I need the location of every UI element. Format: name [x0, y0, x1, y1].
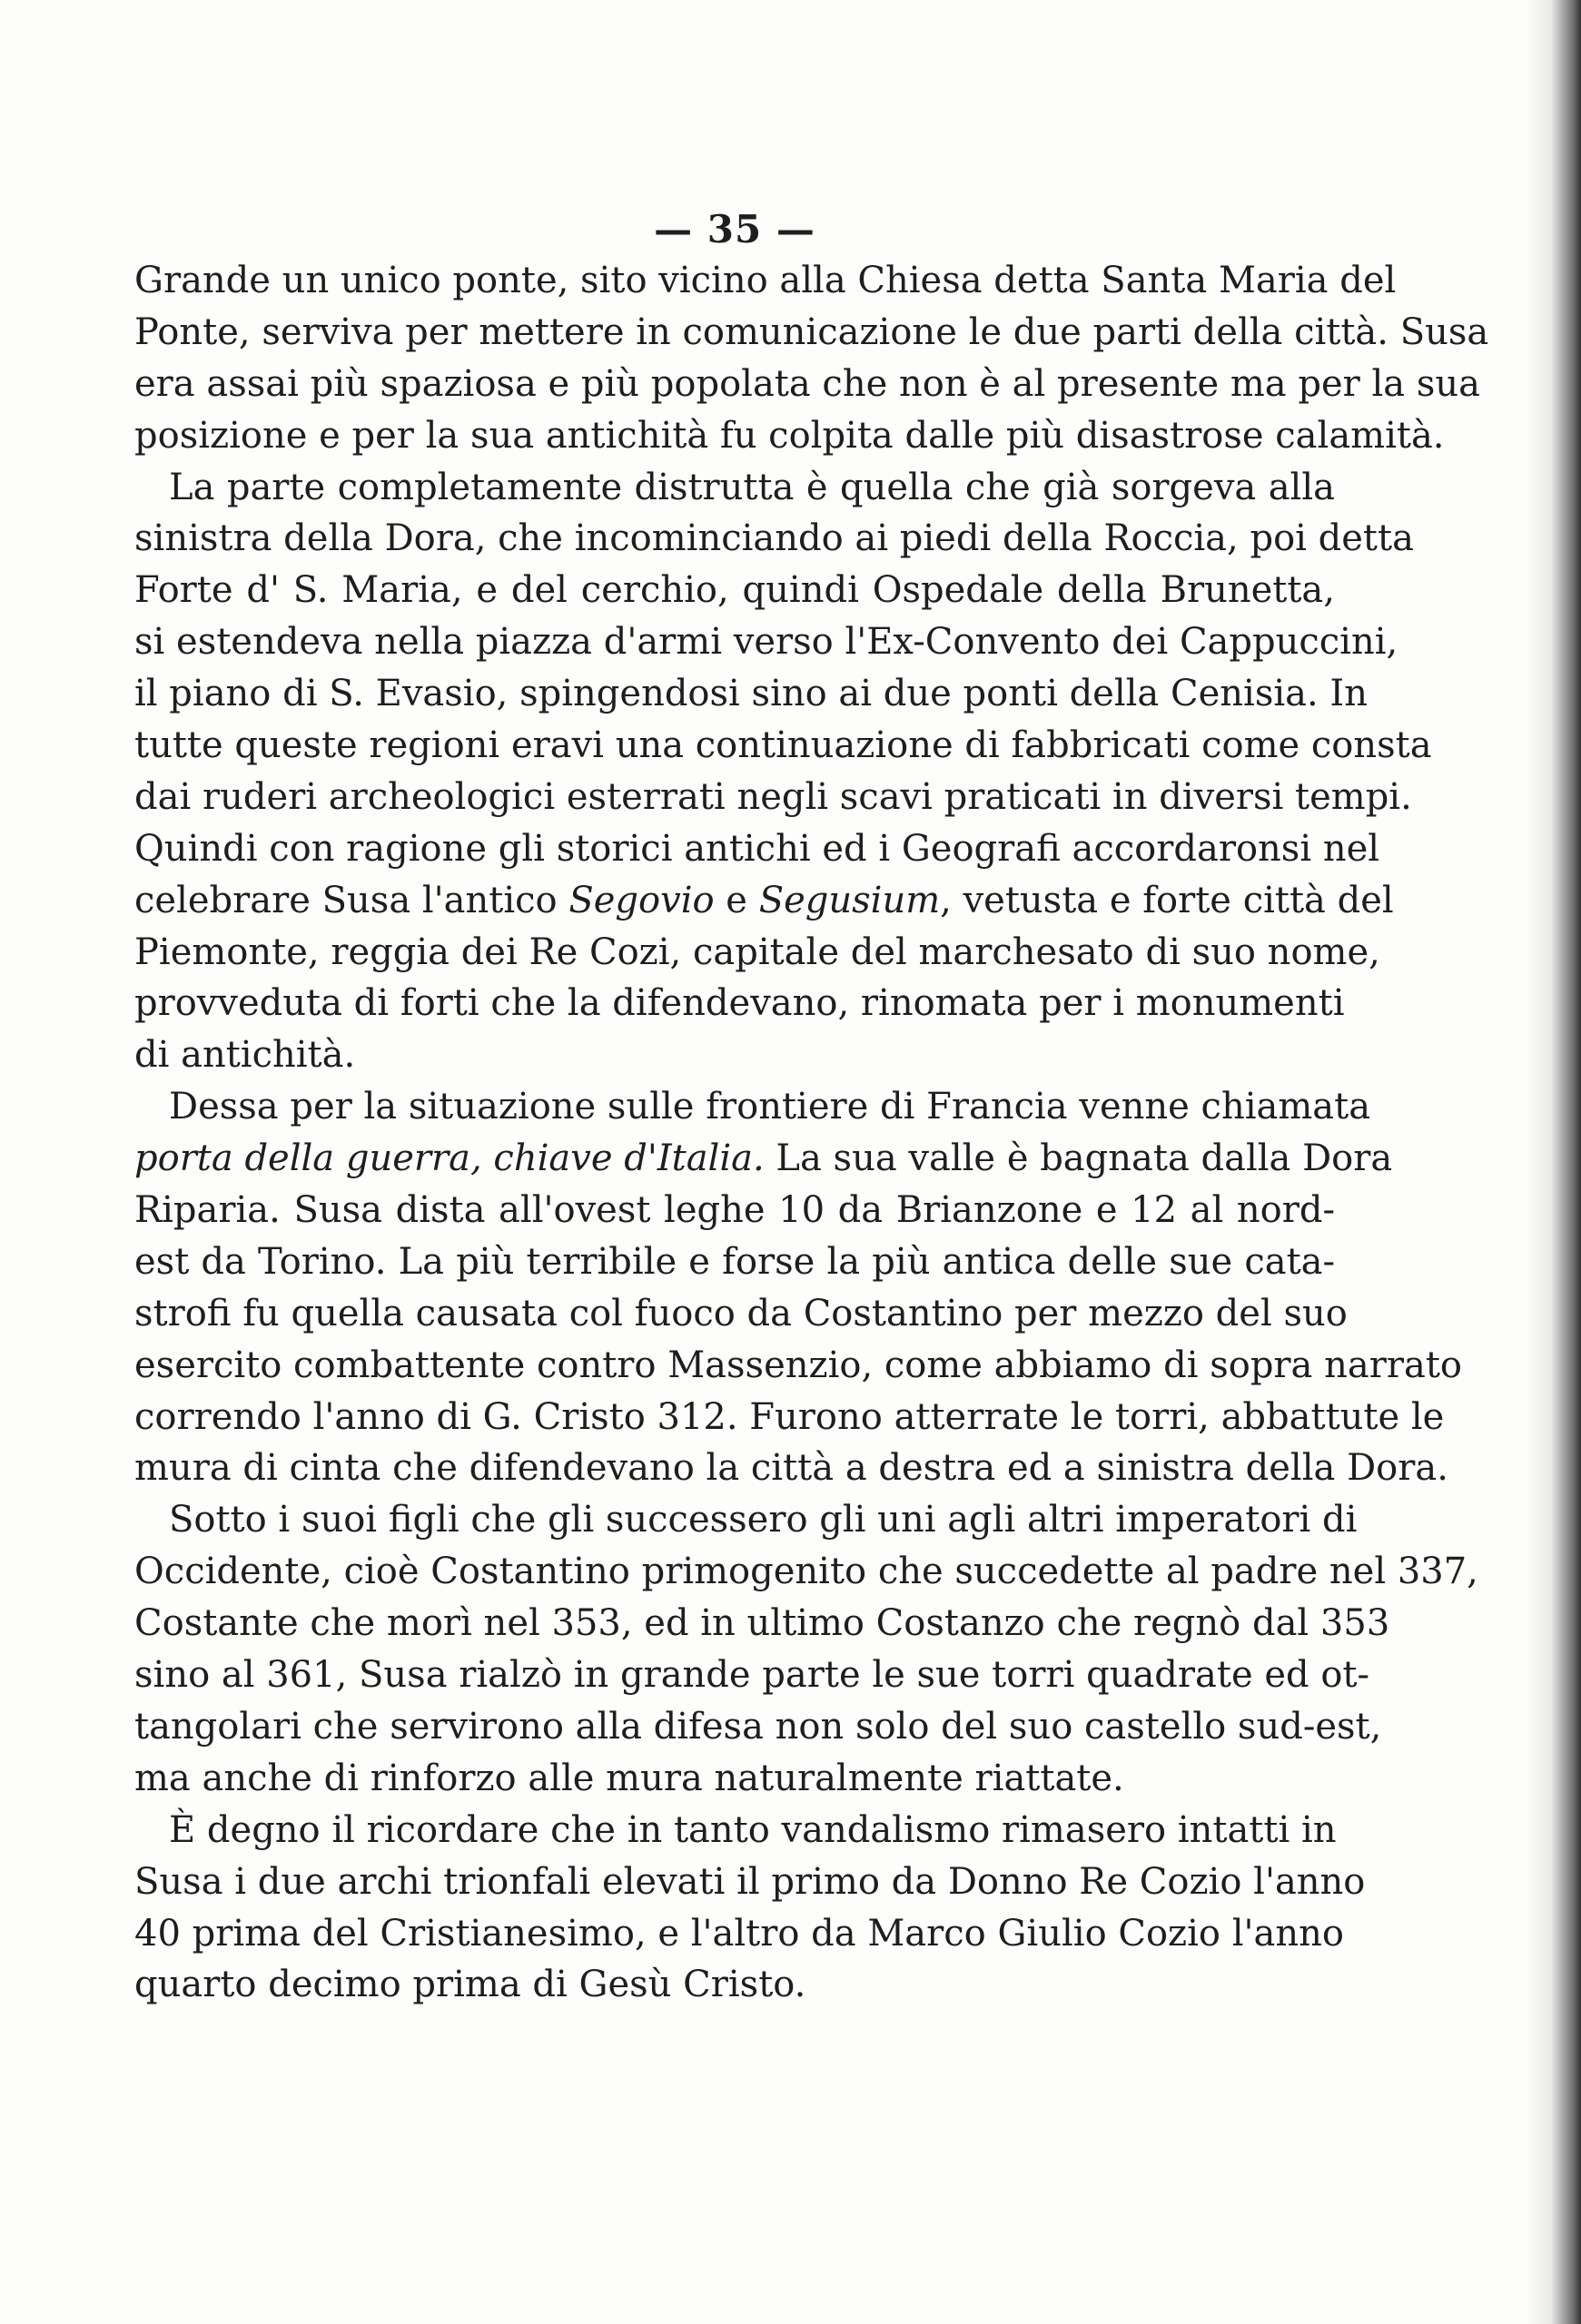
text-line: Piemonte, reggia dei Re Cozi, capitale del marchesato di suo nome,: [134, 931, 1380, 973]
page-number: — 35 —: [654, 207, 815, 251]
text-line: mura di cinta che difendevano la città a destra ed a sinistra della Dora.: [134, 1447, 1448, 1490]
text-line: esercito combattente contro Massenzio, come abbiamo di sopra narrato: [134, 1344, 1462, 1386]
text-line: celebrare Susa l'antico Segovio e Segusium, vetusta e forte città del: [134, 879, 1394, 921]
text-line: il piano di S. Evasio, spingendosi sino ai due ponti della Cenisia. In: [134, 673, 1368, 715]
text-line: sino al 361, Susa rialzò in grande parte le sue torri quadrate ed ot-: [134, 1654, 1369, 1697]
text-line: correndo l'anno di G. Cristo 312. Furono atterrate le torri, abbattute le: [134, 1395, 1445, 1438]
text-line: Occidente, cioè Costantino primogenito che succedette al padre nel 337,: [134, 1551, 1478, 1593]
text-line: tutte queste regioni eravi una continuazione di fabbricati come consta: [134, 724, 1432, 767]
text-line: Susa i due archi trionfali elevati il primo da Donno Re Cozio l'anno: [134, 1860, 1366, 1903]
text-line: strofi fu quella causata col fuoco da Costantino per mezzo del suo: [134, 1292, 1348, 1334]
text-line: dai ruderi archeologici esterrati negli scavi praticati in diversi tempi.: [134, 775, 1412, 818]
text-line: 40 prima del Cristianesimo, e l'altro da Marco Giulio Cozio l'anno: [134, 1912, 1344, 1955]
paragraph: [134, 462, 1432, 1082]
text-line: Costante che morì nel 353, ed in ultimo Costanzo che regnò dal 353: [134, 1602, 1390, 1645]
text-line: si estendeva nella piazza d'armi verso l'Ex-Convento dei Cappuccini,: [134, 621, 1398, 664]
text-line: est da Torino. La più terribile e forse la più antica delle sue cata-: [134, 1240, 1335, 1283]
text-line: La parte completamente distrutta è quella che già sorgeva alla: [169, 466, 1335, 508]
text-line: era assai più spaziosa e più popolata che non è al presente ma per la sua: [134, 362, 1480, 405]
paragraph: [134, 1494, 1478, 1804]
text-line: quarto decimo prima di Gesù Cristo.: [134, 1964, 806, 2006]
text-line: Ponte, serviva per mettere in comunicazione le due parti della città. Susa: [134, 310, 1489, 353]
text-line: posizione e per la sua antichità fu colpita dalle più disastrose calamità.: [134, 414, 1445, 457]
paragraph: [134, 1805, 1366, 2012]
page-text: [134, 207, 1489, 2011]
paragraph-container: [134, 255, 1489, 2011]
text-line: ma anche di rinforzo alle mura naturalmente riattate.: [134, 1757, 1124, 1799]
text-line: sinistra della Dora, che incominciando ai piedi della Roccia, poi detta: [134, 517, 1414, 560]
text-line: Forte d' S. Maria, e del cerchio, quindi Ospedale della Brunetta,: [134, 569, 1335, 612]
text-line: Dessa per la situazione sulle frontiere di Francia venne chiamata: [169, 1086, 1371, 1128]
paragraph: [134, 255, 1489, 462]
paragraph: [134, 1081, 1462, 1494]
text-line: Quindi con ragione gli storici antichi ed i Geografi accordaronsi nel: [134, 827, 1380, 870]
text-line: Grande un unico ponte, sito vicino alla Chiesa detta Santa Maria del: [134, 260, 1397, 301]
text-line: È degno il ricordare che in tanto vandalismo rimasero intatti in: [169, 1808, 1337, 1851]
page-edge-shadow: [1527, 0, 1581, 2324]
text-line: Sotto i suoi figli che gli successero gli uni agli altri imperatori di: [169, 1499, 1358, 1541]
text-line: tangolari che servirono alla difesa non solo del suo castello sud-est,: [134, 1705, 1382, 1748]
text-line: porta della guerra, chiave d'Italia. La sua valle è bagnata dalla Dora: [134, 1137, 1393, 1180]
text-line: provveduta di forti che la difendevano, rinomata per i monumenti: [134, 982, 1345, 1025]
text-line: Riparia. Susa dista all'ovest leghe 10 da Brianzone e 12 al nord-: [134, 1189, 1335, 1232]
text-line: di antichità.: [134, 1034, 356, 1077]
